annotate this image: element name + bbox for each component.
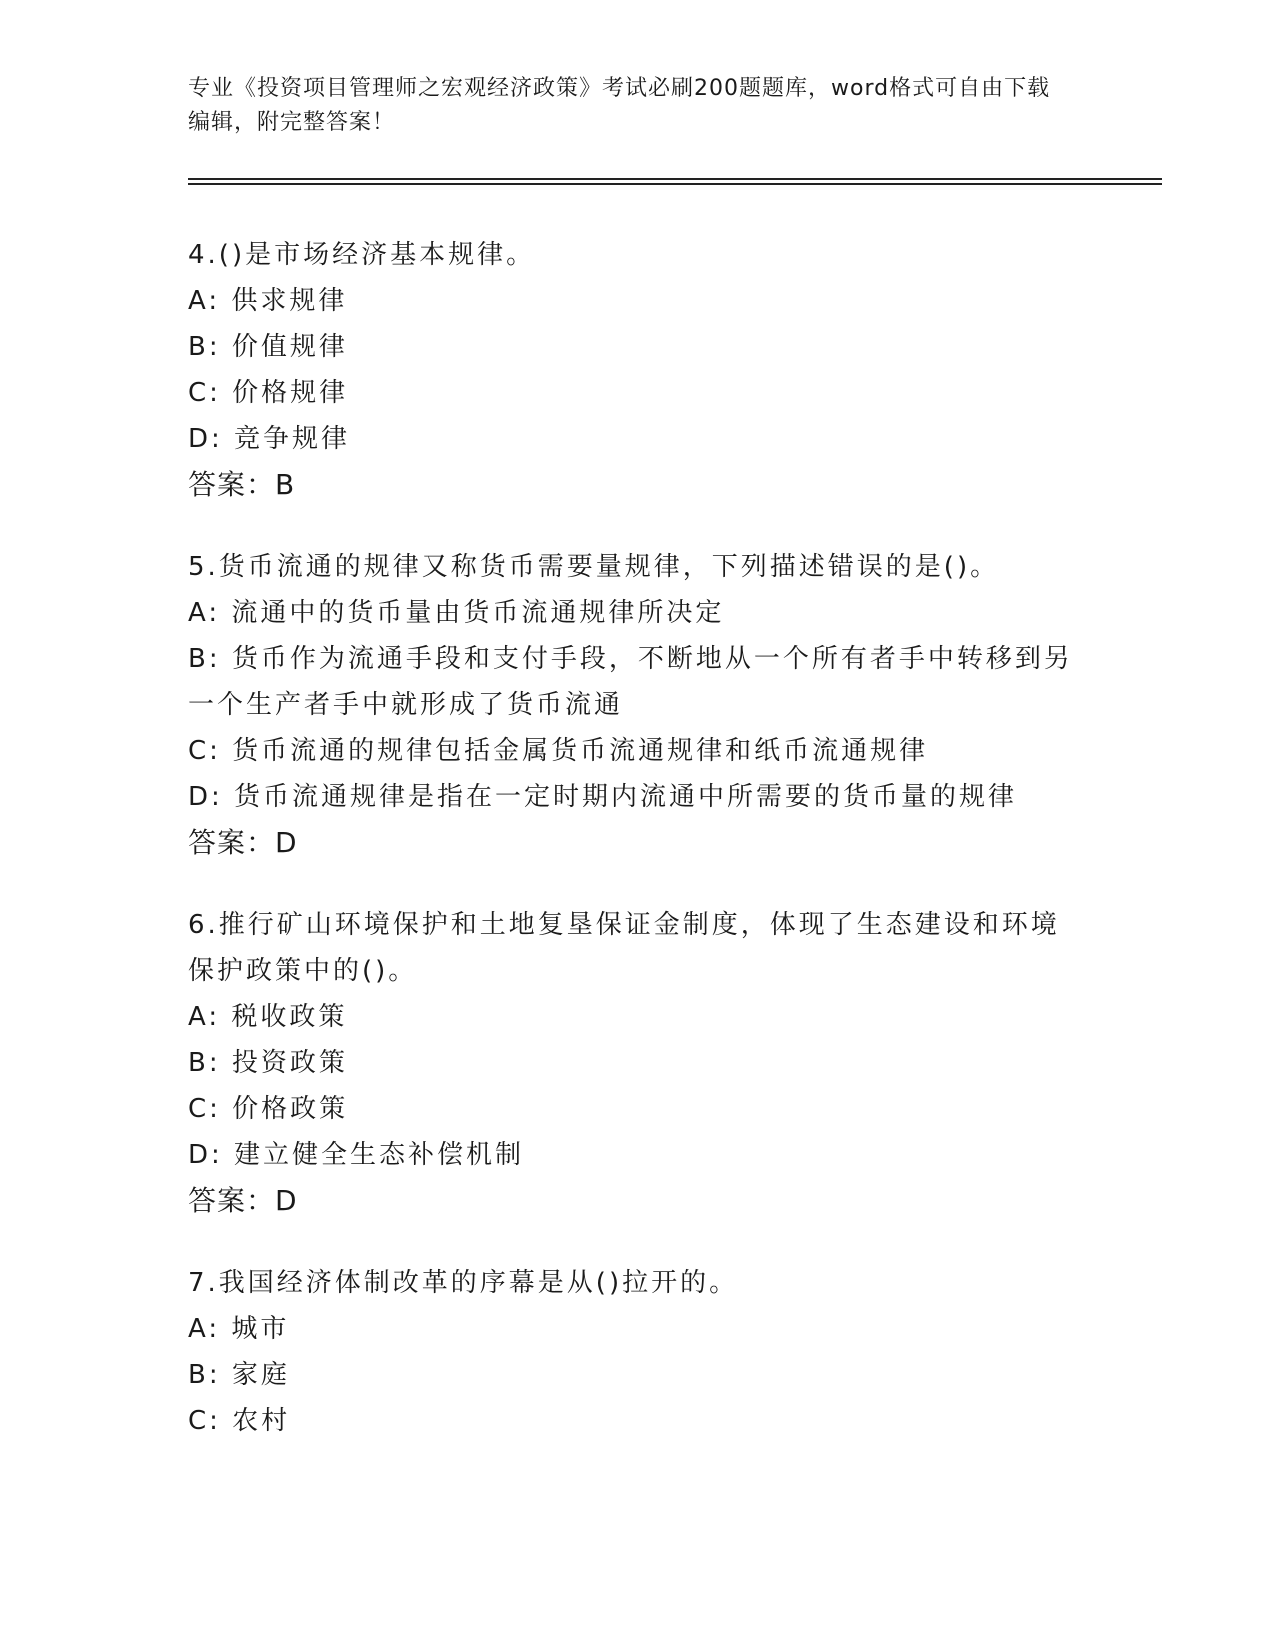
option-d: D: 货币流通规律是指在一定时期内流通中所需要的货币量的规律 [188,782,1018,812]
question-stem: 4.()是市场经济基本规律。 [188,240,536,270]
option-c: C: 农村 [188,1406,291,1436]
option-b: B: 货币作为流通手段和支付手段，不断地从一个所有者手中转移到另一个生产者手中就形成了货币流通 [188,644,1073,720]
question-4 [188,232,1088,508]
header-divider-top [188,178,1162,180]
option-b: B: 家庭 [188,1360,290,1390]
option-a: A: 供求规律 [188,286,348,316]
option-a: A: 税收政策 [188,1002,348,1032]
question-5 [188,544,1088,866]
question-stem: 7.我国经济体制改革的序幕是从()拉开的。 [188,1268,739,1298]
answer-line: 答案：D [188,1184,298,1217]
option-c: C: 价格政策 [188,1094,349,1124]
question-stem: 6.推行矿山环境保护和土地复垦保证金制度，体现了生态建设和环境保护政策中的()。 [188,910,1060,986]
question-list [188,232,1088,1480]
option-b: B: 投资政策 [188,1048,348,1078]
question-7 [188,1260,1088,1444]
header-divider-bottom [188,183,1162,185]
question-6 [188,902,1088,1224]
option-c: C: 货币流通的规律包括金属货币流通规律和纸币流通规律 [188,736,929,766]
answer-line: 答案：B [188,468,296,501]
option-b: B: 价值规律 [188,332,348,362]
option-d: D: 竞争规律 [188,424,351,454]
answer-line: 答案：D [188,826,298,859]
option-d: D: 建立健全生态补偿机制 [188,1140,525,1170]
document-header: 专业《投资项目管理师之宏观经济政策》考试必刷200题题库，word格式可自由下载编辑，附完整答案！ [188,76,1051,135]
option-a: A: 城市 [188,1314,290,1344]
question-stem: 5.货币流通的规律又称货币需要量规律，下列描述错误的是()。 [188,552,1000,582]
option-a: A: 流通中的货币量由货币流通规律所决定 [188,598,725,628]
option-c: C: 价格规律 [188,378,349,408]
